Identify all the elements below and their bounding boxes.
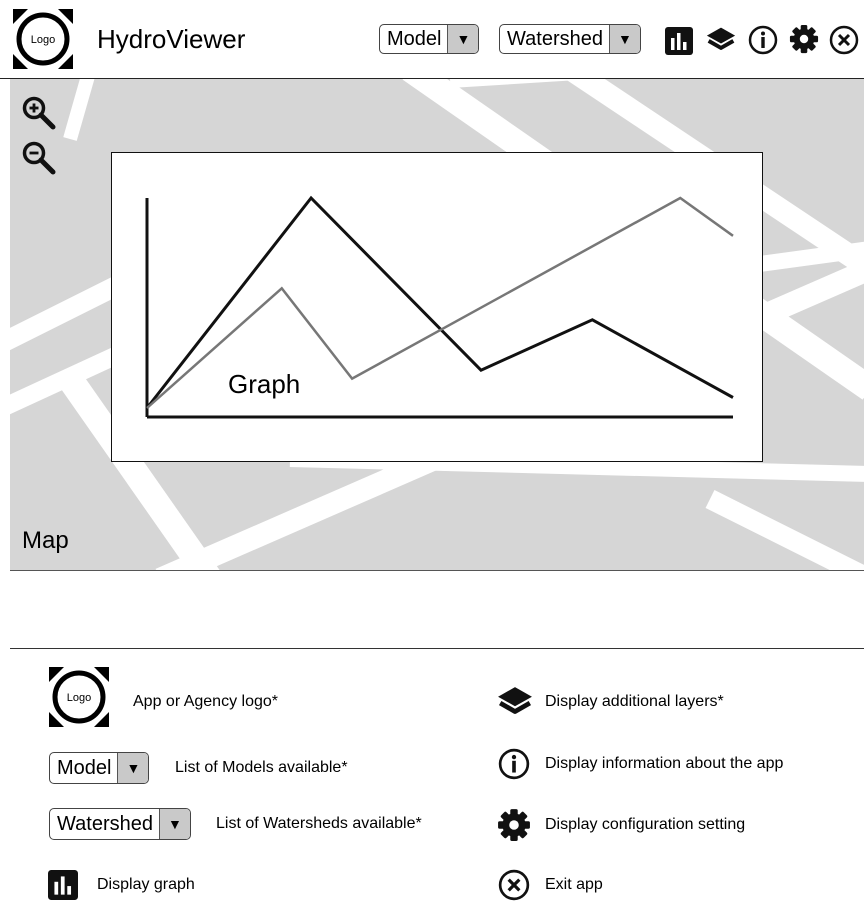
info-button[interactable]: [748, 25, 778, 55]
logo-text: Logo: [30, 34, 56, 46]
model-dropdown[interactable]: [379, 24, 479, 54]
info-icon: [748, 25, 778, 55]
legend-watershed-desc: List of Watersheds available*: [216, 815, 422, 832]
legend-panel: [0, 649, 864, 903]
legend-exit-desc: Exit app: [545, 876, 603, 893]
gear-icon: [497, 808, 531, 842]
zoom-out-button[interactable]: [21, 140, 57, 176]
layers-button[interactable]: [706, 25, 736, 55]
close-circle-icon: [829, 25, 859, 55]
graph-plot: [112, 153, 762, 461]
app-header: [0, 0, 864, 79]
settings-button[interactable]: [789, 24, 819, 54]
app-title: HydroViewer: [97, 24, 246, 54]
zoom-out-icon: [21, 140, 57, 176]
chevron-down-icon: ▼: [609, 25, 640, 53]
legend-graph-desc: Display graph: [97, 876, 195, 893]
map-label: Map: [22, 527, 69, 554]
legend-model-dropdown: [49, 752, 149, 784]
chevron-down-icon: ▼: [117, 753, 148, 783]
map-view[interactable]: [10, 79, 864, 571]
exit-button[interactable]: [829, 25, 859, 55]
graph-label: Graph: [228, 369, 301, 399]
close-circle-icon: [498, 869, 530, 901]
info-icon: [498, 748, 530, 780]
legend-info-desc: Display information about the app: [545, 755, 784, 772]
layers-icon: [706, 25, 736, 55]
app-logo: [13, 9, 73, 69]
bar-chart-icon: [48, 870, 78, 900]
legend-model-desc: List of Models available*: [175, 759, 348, 776]
legend-watershed-label: Watershed: [57, 813, 153, 835]
chevron-down-icon: ▼: [447, 25, 478, 53]
legend-layers-desc: Display additional layers*: [545, 693, 724, 710]
legend-logo-text: Logo: [66, 692, 92, 704]
legend-layers-icon: [497, 686, 533, 723]
legend-graph-icon: [48, 870, 78, 905]
watershed-dropdown[interactable]: [499, 24, 641, 54]
gear-icon: [789, 23, 819, 55]
legend-logo: [49, 667, 109, 727]
chevron-down-icon: ▼: [159, 809, 190, 839]
display-graph-button[interactable]: [664, 26, 694, 56]
bar-chart-icon: [665, 27, 693, 55]
legend-watershed-dropdown: [49, 808, 191, 840]
zoom-in-icon: [21, 95, 57, 131]
legend-info-icon: [498, 748, 530, 785]
legend-settings-desc: Display configuration setting: [545, 816, 746, 833]
legend-logo-desc: App or Agency logo*: [133, 693, 278, 710]
model-dropdown-value: Model: [387, 28, 442, 50]
legend-model-label: Model: [57, 757, 112, 779]
graph-panel: [111, 152, 763, 462]
legend-gear-icon: [497, 808, 531, 847]
layers-icon: [497, 686, 533, 718]
legend-exit-icon: [498, 869, 530, 906]
zoom-in-button[interactable]: [21, 95, 57, 131]
watershed-dropdown-value: Watershed: [507, 28, 603, 50]
